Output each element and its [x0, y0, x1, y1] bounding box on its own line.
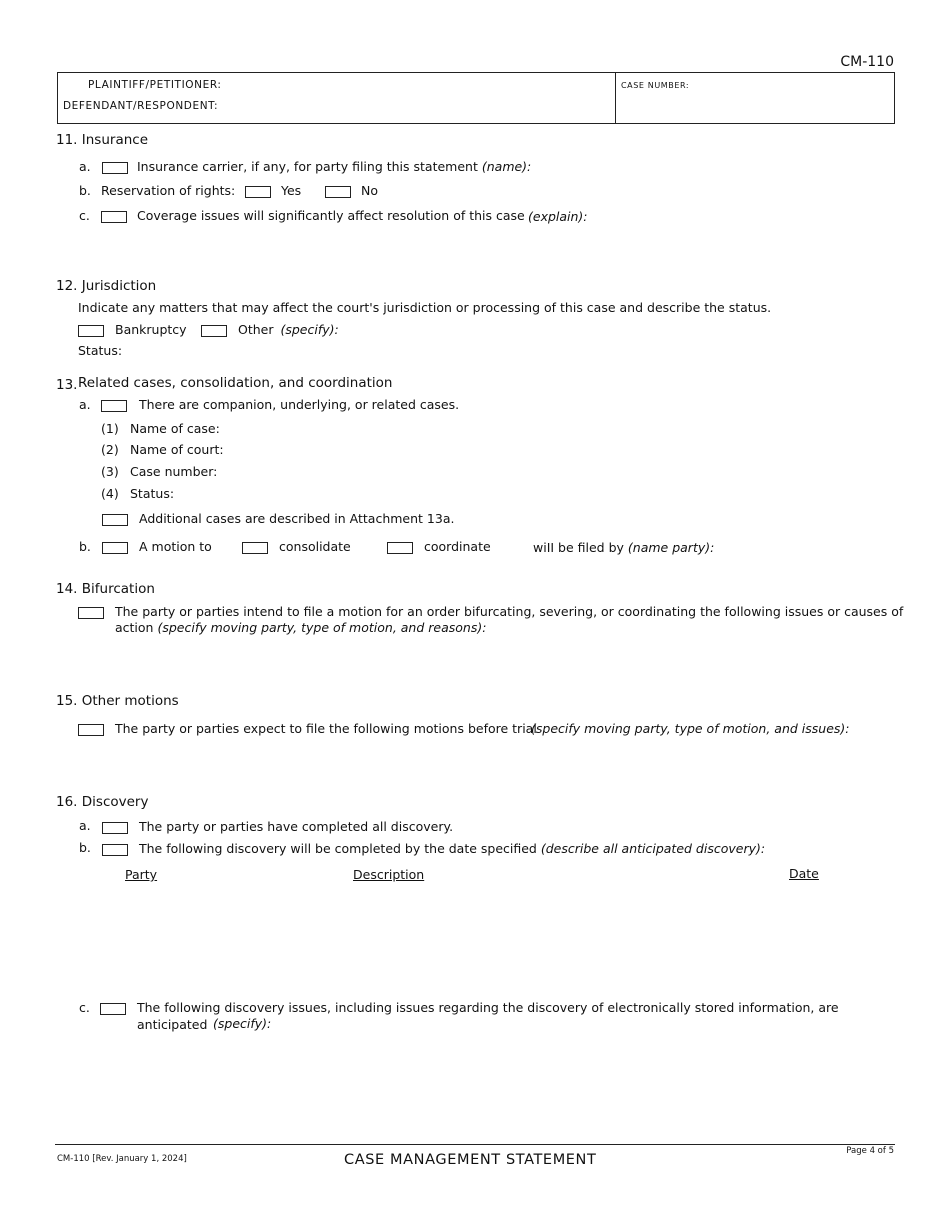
caption-divider — [615, 73, 616, 123]
s11-c-letter: c. — [79, 208, 90, 223]
s16-b-line — [139, 841, 765, 856]
s13-a-text: There are companion, underlying, or related cases. — [139, 397, 460, 412]
s13-item-1-number: (1) — [101, 421, 119, 436]
s16-a-letter: a. — [79, 818, 91, 833]
s13-item-2-number: (2) — [101, 442, 119, 457]
s13-a-letter: a. — [79, 397, 91, 412]
s16-b-checkbox[interactable] — [102, 844, 128, 856]
s11-c-text: Coverage issues will significantly affect resolution of this case — [137, 208, 525, 223]
s11-a-checkbox[interactable] — [102, 162, 128, 174]
s14-checkbox[interactable] — [78, 607, 104, 619]
section-13-number: 13. — [56, 377, 78, 393]
s13-item-3-label: Case number: — [130, 464, 218, 479]
case-number-label: CASE NUMBER: — [621, 81, 690, 90]
s13-b-motion: A motion to — [139, 539, 212, 554]
s13-item-4-number: (4) — [101, 486, 119, 501]
s12-intro: Indicate any matters that may affect the court's jurisdiction or processing of this case and describe the status. — [78, 300, 772, 315]
s16-col-description: Description — [353, 867, 425, 882]
s13-b-will: wiII be filed by — [533, 540, 624, 555]
s14-line2-text: action — [115, 620, 154, 635]
section-16-title: 16. Discovery — [56, 794, 149, 810]
s14-line1: The party or parties intend to file a motion for an order bifurcating, severing, or coordinating the following issues or causes of — [115, 604, 904, 619]
s13-b-checkbox[interactable] — [102, 542, 128, 554]
footer-rule — [55, 1144, 895, 1145]
section-13-title: Related cases, consolidation, and coordination — [78, 375, 393, 391]
s11-yes-checkbox[interactable] — [245, 186, 271, 198]
s11-a-letter: a. — [79, 159, 91, 174]
defendant-label: DEFENDANT/RESPONDENT: — [63, 100, 219, 112]
s16-a-checkbox[interactable] — [102, 822, 128, 834]
section-12-title: 12. Jurisdiction — [56, 278, 157, 294]
s13-item-1-label: Name of case: — [130, 421, 220, 436]
s13-item-4-label: Status: — [130, 486, 175, 501]
s16-c-checkbox[interactable] — [100, 1003, 126, 1015]
s15-text: The party or parties expect to file the following motions before trial — [115, 721, 537, 736]
s13-coordinate-checkbox[interactable] — [387, 542, 413, 554]
s13-b-italic: (name party): — [627, 540, 715, 555]
s15-italic: (specify moving party, type of motion, and issues): — [531, 721, 850, 736]
s11-a-italic: (name): — [481, 159, 532, 174]
s11-a-text: Insurance carrier, if any, for party filing this statement — [137, 159, 478, 174]
s16-col-date: Date — [789, 866, 819, 881]
s11-c-italic: (explain): — [528, 209, 588, 224]
s11-no-checkbox[interactable] — [325, 186, 351, 198]
form-id: CM-110 — [840, 54, 894, 70]
s13-additional-checkbox[interactable] — [102, 514, 128, 526]
s13-a-checkbox[interactable] — [101, 400, 127, 412]
s16-b-italic: (describe all anticipated discovery): — [540, 841, 766, 856]
s11-a-line — [137, 159, 531, 174]
s16-c-line1: The following discovery issues, including issues regarding the discovery of electronically stored information, are — [137, 1000, 839, 1015]
plaintiff-label: PLAINTIFF/PETITIONER: — [88, 79, 222, 91]
s13-item-2-label: Name of court: — [130, 442, 224, 457]
s14-line2-italic: (specify moving party, type of motion, and reasons): — [157, 620, 487, 635]
s12-other-italic: (specify): — [280, 322, 339, 337]
s11-no-label: No — [361, 183, 378, 198]
s16-col-party: Party — [125, 867, 158, 882]
s13-consolidate-checkbox[interactable] — [242, 542, 268, 554]
section-11-title: 11. Insurance — [56, 132, 148, 148]
s11-b-letter: b. — [79, 183, 91, 198]
footer-rev: CM-110 [Rev. January 1, 2024] — [57, 1154, 187, 1164]
s11-c-checkbox[interactable] — [101, 211, 127, 223]
footer-page: Page 4 of 5 — [846, 1146, 894, 1156]
s16-b-text: The following discovery will be completed by the date specified — [139, 841, 537, 856]
s12-bankruptcy-label: Bankruptcy — [115, 322, 187, 337]
s11-yes-label: Yes — [281, 183, 302, 198]
s16-a-text: The party or parties have completed all discovery. — [139, 819, 454, 834]
s16-c-letter: c. — [79, 1000, 90, 1015]
section-15-title: 15. Other motions — [56, 693, 179, 709]
s13-consolidate-label: consolidate — [279, 539, 351, 554]
s13-b-will-line — [533, 540, 714, 555]
s14-line2 — [115, 620, 486, 635]
s16-b-letter: b. — [79, 840, 91, 855]
s13-b-letter: b. — [79, 539, 91, 554]
s15-checkbox[interactable] — [78, 724, 104, 736]
s13-coordinate-label: coordinate — [424, 539, 491, 554]
s13-item-3-number: (3) — [101, 464, 119, 479]
s16-c-italic: (specify): — [213, 1016, 272, 1031]
s12-status-label: Status: — [78, 343, 123, 358]
s12-bankruptcy-checkbox[interactable] — [78, 325, 104, 337]
caption-box — [57, 72, 895, 124]
s13-additional-text: Additional cases are described in Attachment 13a. — [139, 511, 455, 526]
s16-c-line2: anticipated — [137, 1017, 208, 1032]
footer-title: CASE MANAGEMENT STATEMENT — [344, 1152, 597, 1168]
section-14-title: 14. Bifurcation — [56, 581, 155, 597]
s12-other-line — [238, 322, 339, 337]
s11-b-text: Reservation of rights: — [101, 183, 236, 198]
s12-other-checkbox[interactable] — [201, 325, 227, 337]
s12-other-label: Other — [238, 322, 274, 337]
